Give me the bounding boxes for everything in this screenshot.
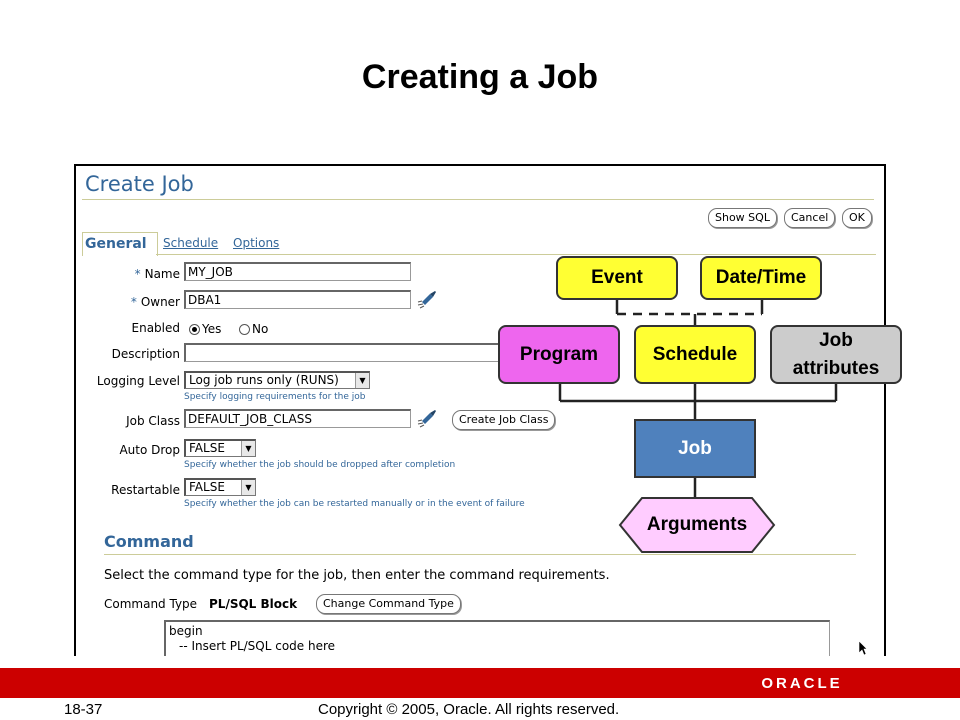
event-box bbox=[556, 256, 678, 300]
page-title: Create Job bbox=[85, 172, 194, 196]
title-divider bbox=[82, 199, 874, 200]
event-label: Event bbox=[591, 267, 643, 288]
job-attributes-line1: Job bbox=[819, 329, 853, 351]
schedule-label: Schedule bbox=[652, 343, 738, 365]
slide-title: Creating a Job bbox=[361, 58, 599, 96]
owner-search-flashlight-icon[interactable] bbox=[416, 288, 438, 310]
copyright-text: Copyright © 2005, Oracle. All rights reserved. bbox=[318, 701, 620, 718]
logging-level-label: Logging Level bbox=[96, 374, 180, 388]
slide-number: 18-37 bbox=[64, 701, 103, 718]
datetime-label: Date/Time bbox=[715, 267, 807, 288]
tab-options[interactable]: Options bbox=[233, 236, 280, 250]
code-line-1: begin bbox=[169, 624, 203, 638]
command-section-divider bbox=[104, 554, 856, 555]
program-label: Program bbox=[519, 343, 599, 365]
tab-general[interactable]: General bbox=[85, 236, 147, 252]
dropdown-arrow-icon[interactable]: ▼ bbox=[241, 480, 255, 495]
command-type-label: Command Type bbox=[104, 597, 198, 611]
auto-drop-label: Auto Drop bbox=[119, 443, 180, 457]
restartable-select[interactable] bbox=[184, 478, 256, 496]
job-class-input[interactable]: DEFAULT_JOB_CLASS bbox=[184, 409, 411, 428]
enabled-no-option[interactable] bbox=[239, 322, 268, 336]
command-instructions: Select the command type for the job, then enter the command requirements. bbox=[104, 568, 610, 583]
restartable-hint: Specify whether the job can be restarted manually or in the event of failure bbox=[184, 499, 525, 509]
enabled-yes-option[interactable] bbox=[189, 322, 221, 336]
job-class-search-flashlight-icon[interactable] bbox=[416, 407, 438, 429]
logging-level-hint: Specify logging requirements for the job bbox=[184, 392, 366, 402]
enabled-yes-label: Yes bbox=[202, 322, 222, 336]
job-class-label: Job Class bbox=[126, 414, 180, 428]
arguments-label: Arguments bbox=[646, 514, 748, 535]
enabled-label: Enabled bbox=[131, 321, 180, 335]
job-label: Job bbox=[678, 437, 712, 459]
dropdown-arrow-icon[interactable]: ▼ bbox=[241, 441, 255, 456]
schedule-box bbox=[634, 325, 756, 384]
plsql-code-editor[interactable] bbox=[164, 620, 830, 656]
datetime-box bbox=[700, 256, 822, 300]
command-section-title: Command bbox=[104, 532, 194, 551]
create-job-class-button[interactable]: Create Job Class bbox=[452, 410, 555, 430]
restartable-label: Restartable bbox=[111, 483, 180, 497]
auto-drop-hint: Specify whether the job should be dropped after completion bbox=[184, 460, 456, 470]
code-line-2: -- Insert PL/SQL code here bbox=[179, 639, 336, 653]
owner-input[interactable]: DBA1 bbox=[184, 290, 411, 309]
job-box bbox=[634, 419, 756, 478]
name-input[interactable]: MY_JOB bbox=[184, 262, 411, 281]
cancel-button[interactable]: Cancel bbox=[784, 208, 835, 228]
name-label-text: Name bbox=[144, 267, 180, 281]
required-marker: * bbox=[134, 267, 141, 281]
oracle-logo-text: ORACLE bbox=[761, 675, 843, 691]
name-label bbox=[96, 267, 180, 281]
show-sql-button[interactable]: Show SQL bbox=[708, 208, 777, 228]
job-attributes-line2: attributes bbox=[792, 357, 880, 379]
tab-schedule[interactable]: Schedule bbox=[163, 236, 219, 250]
owner-label bbox=[96, 295, 180, 309]
restartable-value: FALSE bbox=[189, 480, 225, 494]
logging-level-select[interactable] bbox=[184, 371, 370, 389]
auto-drop-value: FALSE bbox=[189, 441, 225, 455]
command-type-value: PL/SQL Block bbox=[209, 597, 298, 611]
ok-button[interactable]: OK bbox=[842, 208, 872, 228]
job-attributes-box bbox=[770, 325, 902, 384]
mouse-cursor-icon bbox=[858, 640, 868, 656]
radio-yes-icon[interactable] bbox=[189, 324, 200, 335]
logging-level-value: Log job runs only (RUNS) bbox=[189, 373, 339, 387]
owner-label-text: Owner bbox=[140, 295, 180, 309]
description-label: Description bbox=[111, 347, 180, 361]
radio-no-icon[interactable] bbox=[239, 324, 250, 335]
description-input[interactable] bbox=[184, 343, 509, 362]
required-marker: * bbox=[130, 295, 137, 309]
tabs-divider bbox=[156, 254, 876, 255]
program-box bbox=[498, 325, 620, 384]
auto-drop-select[interactable] bbox=[184, 439, 256, 457]
enabled-no-label: No bbox=[252, 322, 269, 336]
dropdown-arrow-icon[interactable]: ▼ bbox=[355, 373, 369, 388]
oracle-logo bbox=[744, 675, 860, 691]
change-command-type-button[interactable]: Change Command Type bbox=[316, 594, 461, 614]
create-job-screenshot bbox=[74, 164, 886, 656]
